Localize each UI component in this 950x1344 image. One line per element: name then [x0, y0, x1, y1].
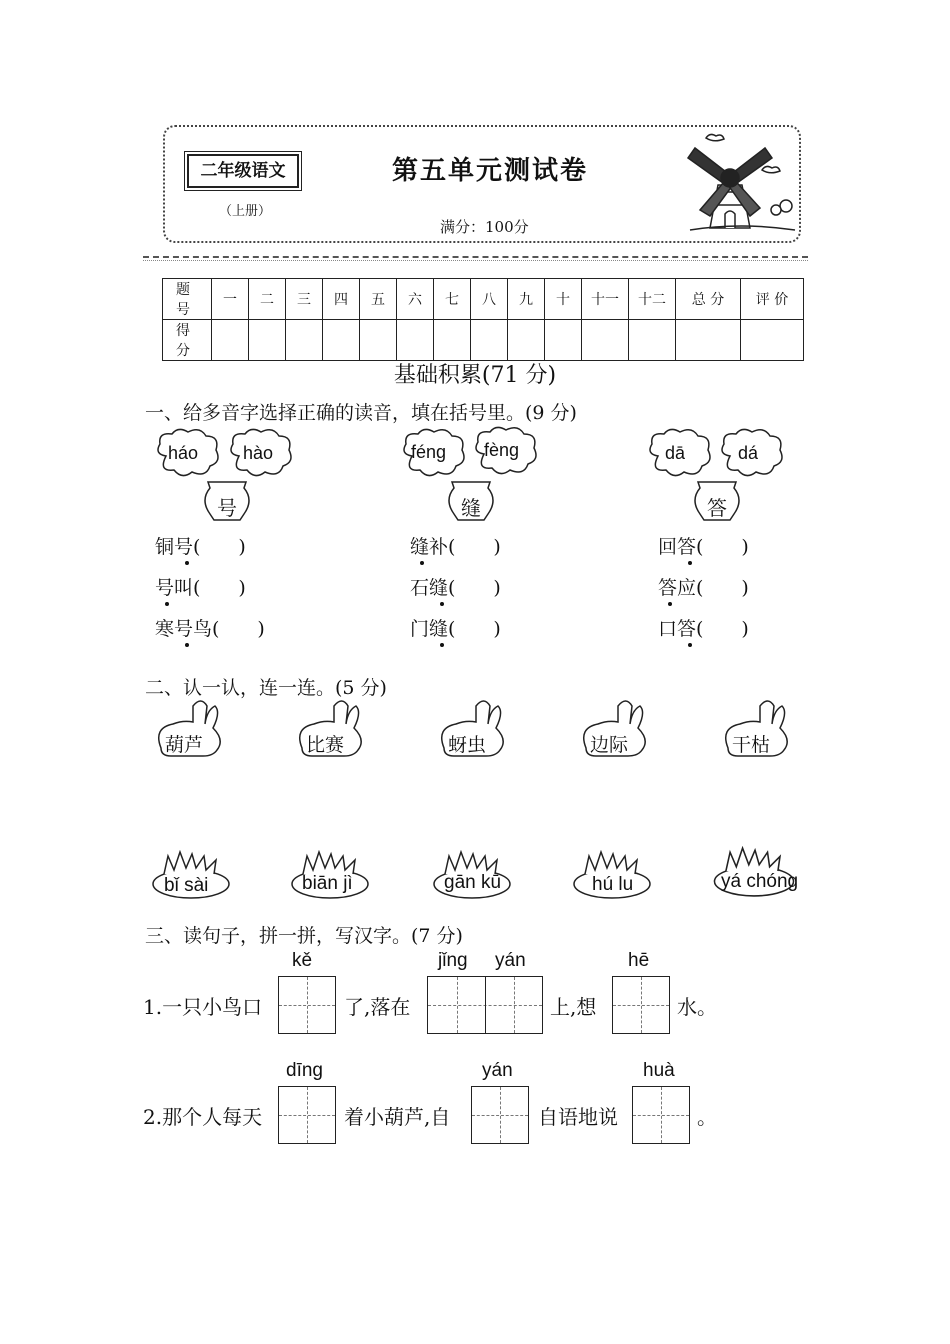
grass-pinyin[interactable]: hú lu	[592, 874, 634, 895]
rabbit-word[interactable]: 干枯	[732, 734, 771, 756]
section-heading: 基础积累(71 分)	[393, 363, 557, 388]
sentence-text: 水。	[677, 995, 717, 1019]
pinyin-option: dā	[665, 443, 686, 463]
writing-grid[interactable]	[612, 976, 670, 1034]
polyphonic-char: 缝	[461, 496, 481, 520]
score-input-cell[interactable]	[212, 320, 249, 361]
emphasis-dot	[668, 602, 672, 606]
pinyin-hint: dīng	[286, 1060, 323, 1081]
table-cell: 评 价	[741, 279, 804, 320]
pinyin-hint: yán	[482, 1060, 513, 1081]
grass-pinyin[interactable]: bǐ sài	[164, 875, 209, 896]
score-input-cell[interactable]	[249, 320, 286, 361]
pinyin-option: hào	[243, 443, 274, 463]
table-cell: 总 分	[676, 279, 741, 320]
divider	[143, 260, 808, 261]
divider	[143, 256, 808, 258]
table-cell: 十二	[629, 279, 676, 320]
emphasis-dot	[688, 561, 692, 565]
emphasis-dot	[185, 561, 189, 565]
polyphonic-char: 答	[707, 496, 727, 520]
table-cell: 五	[360, 279, 397, 320]
question-1-title: 一、给多音字选择正确的读音，填在括号里。(9 分)	[145, 402, 577, 424]
sentence-text: 1.一只小鸟口	[143, 995, 263, 1019]
word-item[interactable]: 答应( )	[658, 577, 749, 599]
question-3-title: 三、读句子，拼一拼，写汉字。(7 分)	[145, 925, 463, 947]
pinyin-option: féng	[411, 442, 447, 462]
table-cell: 二	[249, 279, 286, 320]
windmill-illustration	[680, 130, 798, 238]
writing-grid[interactable]	[278, 1086, 336, 1144]
table-cell: 题 号	[163, 279, 212, 320]
emphasis-dot	[688, 643, 692, 647]
word-item[interactable]: 铜号( )	[155, 536, 246, 558]
grass-pinyin[interactable]: yá chóng	[721, 871, 799, 892]
sentence-text: 2.那个人每天	[143, 1105, 263, 1129]
score-input-cell[interactable]	[629, 320, 676, 361]
word-item[interactable]: 缝补( )	[410, 536, 501, 558]
score-input-cell[interactable]	[360, 320, 397, 361]
word-item[interactable]: 寒号鸟( )	[155, 618, 265, 640]
table-cell: 七	[434, 279, 471, 320]
score-input-cell[interactable]	[676, 320, 741, 361]
table-cell: 四	[323, 279, 360, 320]
writing-grid[interactable]	[427, 976, 543, 1034]
score-input-cell[interactable]	[508, 320, 545, 361]
table-cell: 一	[212, 279, 249, 320]
rabbit-word[interactable]: 蚜虫	[448, 734, 487, 756]
pinyin-hint: hē	[628, 950, 650, 971]
writing-grid[interactable]	[471, 1086, 529, 1144]
table-cell: 八	[471, 279, 508, 320]
score-input-cell[interactable]	[323, 320, 360, 361]
polyphonic-char: 号	[217, 496, 237, 520]
sentence-text: 自语地说	[538, 1105, 618, 1129]
table-cell: 得 分	[163, 320, 212, 361]
pinyin-option: háo	[168, 443, 199, 463]
rabbit-word[interactable]: 葫芦	[165, 734, 204, 756]
page-title: 第五单元测试卷	[391, 156, 588, 186]
score-input-cell[interactable]	[397, 320, 434, 361]
table-cell: 十一	[582, 279, 629, 320]
word-item[interactable]: 门缝( )	[410, 618, 501, 640]
sentence-text: 上,想	[550, 995, 597, 1019]
score-table-header-row	[163, 279, 804, 320]
table-cell: 九	[508, 279, 545, 320]
pinyin-hint: yán	[495, 950, 526, 971]
rabbit-word[interactable]: 边际	[590, 734, 629, 756]
grass-pinyin[interactable]: gān kū	[444, 872, 502, 893]
emphasis-dot	[440, 602, 444, 606]
word-item[interactable]: 回答( )	[658, 536, 749, 558]
emphasis-dot	[440, 643, 444, 647]
score-input-cell[interactable]	[582, 320, 629, 361]
grass-pinyin[interactable]: biān jì	[302, 873, 353, 894]
emphasis-dot	[420, 561, 424, 565]
word-item[interactable]: 口答( )	[658, 618, 749, 640]
sentence-text: 。	[697, 1105, 717, 1129]
full-score: 满分：100分	[440, 218, 529, 236]
emphasis-dot	[185, 643, 189, 647]
pinyin-hint: jǐng	[438, 950, 468, 971]
word-item[interactable]: 号叫( )	[155, 577, 246, 599]
score-input-cell[interactable]	[545, 320, 582, 361]
sentence-text: 了,落在	[344, 995, 411, 1019]
table-cell: 十	[545, 279, 582, 320]
table-cell: 六	[397, 279, 434, 320]
score-input-cell[interactable]	[286, 320, 323, 361]
pinyin-hint: kě	[292, 950, 313, 971]
score-table-score-row	[163, 320, 804, 361]
volume-label: （上册）	[218, 204, 271, 219]
writing-grid[interactable]	[632, 1086, 690, 1144]
pinyin-option: fèng	[484, 440, 520, 460]
score-input-cell[interactable]	[434, 320, 471, 361]
rabbit-word[interactable]: 比赛	[306, 734, 345, 756]
pinyin-option: dá	[738, 443, 759, 463]
pinyin-hint: huà	[643, 1060, 675, 1081]
emphasis-dot	[165, 602, 169, 606]
score-input-cell[interactable]	[741, 320, 804, 361]
question-2-title: 二、认一认，连一连。(5 分)	[145, 677, 387, 699]
score-table	[162, 278, 804, 361]
grade-label: 二年级语文	[187, 154, 299, 188]
table-cell: 三	[286, 279, 323, 320]
writing-grid[interactable]	[278, 976, 336, 1034]
word-item[interactable]: 石缝( )	[410, 577, 501, 599]
sentence-text: 着小葫芦,自	[344, 1105, 451, 1129]
score-input-cell[interactable]	[471, 320, 508, 361]
